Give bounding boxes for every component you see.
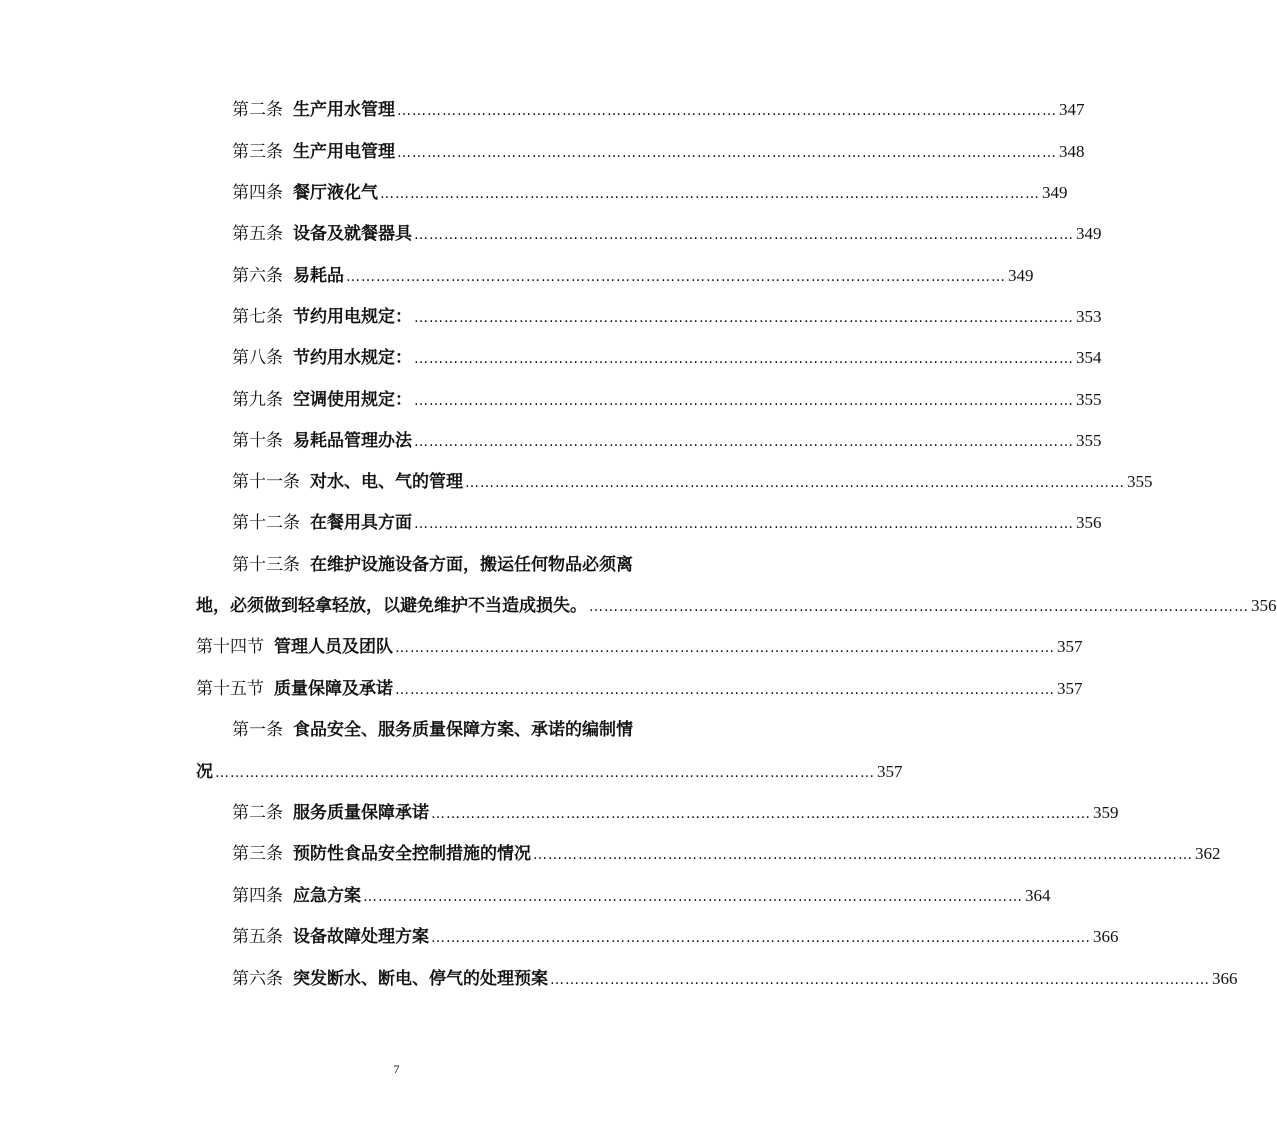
toc-entry[interactable]	[232, 509, 1102, 537]
toc-leader-dots: ……………………………………………………………………………………………………………………	[414, 516, 1074, 532]
toc-entry-title: 对水、电、气的管理	[310, 472, 463, 492]
toc-entry-page: 357	[877, 762, 903, 781]
toc-entry-continuation[interactable]	[196, 592, 1277, 620]
toc-entry-title: 质量保障及承诺	[274, 679, 393, 699]
toc-entry-title-cont: 地，必须做到轻拿轻放，以避免维护不当造成损失。	[196, 596, 587, 616]
toc-entry-page: 349	[1008, 266, 1034, 285]
toc-entry-title: 服务质量保障承诺	[293, 803, 429, 823]
toc-entry-number: 第三条	[232, 142, 283, 162]
toc-entry[interactable]	[232, 716, 672, 744]
toc-entry-page: 355	[1127, 472, 1153, 491]
toc-entry-number: 第九条	[232, 390, 283, 410]
toc-entry-number: 第五条	[232, 224, 283, 244]
toc-entry[interactable]	[232, 799, 1119, 827]
toc-entry-continuation[interactable]	[196, 758, 903, 786]
toc-entry-page: 364	[1025, 886, 1051, 905]
toc-entry-page: 366	[1212, 969, 1238, 988]
toc-entry[interactable]	[232, 179, 1068, 207]
toc-entry-title: 节约用电规定：	[293, 307, 412, 327]
toc-entry-page: 366	[1093, 927, 1119, 946]
toc-entry-number: 第四条	[232, 886, 283, 906]
toc-leader-dots: ……………………………………………………………………………………………………………………	[380, 186, 1040, 202]
toc-entry-number: 第六条	[232, 266, 283, 286]
toc-entry-page: 357	[1057, 637, 1083, 656]
toc-entry-number: 第八条	[232, 348, 283, 368]
toc-entry-title: 节约用水规定：	[293, 348, 412, 368]
toc-entry-page: 349	[1076, 224, 1102, 243]
toc-entry-page: 359	[1093, 803, 1119, 822]
toc-entry-number: 第十条	[232, 431, 283, 451]
toc-leader-dots: ……………………………………………………………………………………………………………………	[215, 765, 875, 781]
toc-entry-title: 易耗品管理办法	[293, 431, 412, 451]
toc-entry[interactable]	[232, 344, 1102, 372]
toc-entry-number: 第十五节	[196, 679, 264, 699]
toc-entry-number: 第七条	[232, 307, 283, 327]
toc-entry[interactable]	[232, 427, 1102, 455]
toc-leader-dots: ……………………………………………………………………………………………………………………	[431, 806, 1091, 822]
toc-entry-title: 在维护设施设备方面，搬运任何物品必须离	[310, 555, 633, 575]
toc-leader-dots: ……………………………………………………………………………………………………………………	[533, 847, 1193, 863]
toc-entry[interactable]	[232, 965, 1238, 993]
toc-entry-page: 362	[1195, 844, 1221, 863]
page-number: 7	[393, 1062, 400, 1076]
toc-entry-title: 生产用电管理	[293, 142, 395, 162]
toc-entry[interactable]	[232, 303, 1102, 331]
toc-entry-title: 食品安全、服务质量保障方案、承诺的编制情	[293, 720, 633, 740]
toc-entry-page: 354	[1076, 348, 1102, 367]
toc-section[interactable]	[196, 675, 1083, 703]
toc-entry-number: 第十三条	[232, 555, 300, 575]
toc-entry-page: 347	[1059, 100, 1085, 119]
toc-entry-number: 第十二条	[232, 513, 300, 533]
toc-leader-dots: ……………………………………………………………………………………………………………………	[465, 475, 1125, 491]
toc-leader-dots: ……………………………………………………………………………………………………………………	[431, 930, 1091, 946]
toc-leader-dots: ……………………………………………………………………………………………………………………	[589, 599, 1249, 615]
toc-entry-title: 在餐用具方面	[310, 513, 412, 533]
toc-entry-number: 第六条	[232, 969, 283, 989]
toc-entry-title: 餐厅液化气	[293, 183, 378, 203]
toc-leader-dots: ……………………………………………………………………………………………………………………	[414, 434, 1074, 450]
toc-entry[interactable]	[232, 468, 1153, 496]
toc-entry-title: 设备故障处理方案	[293, 927, 429, 947]
toc-entry-title: 突发断水、断电、停气的处理预案	[293, 969, 548, 989]
toc-entry-number: 第二条	[232, 100, 283, 120]
toc-entry[interactable]	[232, 840, 1221, 868]
toc-entry[interactable]	[232, 220, 1102, 248]
toc-leader-dots: ……………………………………………………………………………………………………………………	[395, 682, 1055, 698]
toc-entry-title: 应急方案	[293, 886, 361, 906]
toc-entry-title: 空调使用规定：	[293, 390, 412, 410]
toc-leader-dots: ……………………………………………………………………………………………………………………	[363, 889, 1023, 905]
toc-entry[interactable]	[232, 138, 1085, 166]
toc-entry[interactable]	[232, 923, 1119, 951]
toc-entry-number: 第四条	[232, 183, 283, 203]
toc-entry-page: 357	[1057, 679, 1083, 698]
toc-entry-page: 355	[1076, 390, 1102, 409]
toc-entry-number: 第十四节	[196, 637, 264, 657]
toc-entry-page: 353	[1076, 307, 1102, 326]
toc-entry-number: 第五条	[232, 927, 283, 947]
toc-leader-dots: ……………………………………………………………………………………………………………………	[346, 269, 1006, 285]
toc-leader-dots: ……………………………………………………………………………………………………………………	[414, 393, 1074, 409]
toc-entry-number: 第一条	[232, 720, 283, 740]
toc-entry[interactable]	[232, 96, 1085, 124]
toc-leader-dots: ……………………………………………………………………………………………………………………	[414, 310, 1074, 326]
toc-entry-page: 356	[1076, 513, 1102, 532]
toc-entry-page: 355	[1076, 431, 1102, 450]
toc-section[interactable]	[196, 633, 1083, 661]
toc-entry[interactable]	[232, 262, 1034, 290]
toc-entry-title: 易耗品	[293, 266, 344, 286]
toc-leader-dots: ……………………………………………………………………………………………………………………	[414, 227, 1074, 243]
toc-leader-dots: ……………………………………………………………………………………………………………………	[395, 640, 1055, 656]
toc-leader-dots: ……………………………………………………………………………………………………………………	[397, 103, 1057, 119]
toc-entry[interactable]	[232, 551, 672, 579]
toc-leader-dots: ……………………………………………………………………………………………………………………	[397, 145, 1057, 161]
toc-leader-dots: ……………………………………………………………………………………………………………………	[550, 972, 1210, 988]
toc-entry[interactable]	[232, 386, 1102, 414]
toc-entry[interactable]	[232, 882, 1051, 910]
toc-entry-number: 第十一条	[232, 472, 300, 492]
toc-entry-title: 设备及就餐器具	[293, 224, 412, 244]
toc-entry-page: 356	[1251, 596, 1277, 615]
toc-entry-title: 生产用水管理	[293, 100, 395, 120]
toc-entry-title: 管理人员及团队	[274, 637, 393, 657]
toc-leader-dots: ……………………………………………………………………………………………………………………	[414, 351, 1074, 367]
toc-entry-title-cont: 况	[196, 762, 213, 782]
toc-entry-title: 预防性食品安全控制措施的情况	[293, 844, 531, 864]
toc-entry-number: 第三条	[232, 844, 283, 864]
toc-entry-number: 第二条	[232, 803, 283, 823]
toc-entry-page: 348	[1059, 142, 1085, 161]
toc-entry-page: 349	[1042, 183, 1068, 202]
